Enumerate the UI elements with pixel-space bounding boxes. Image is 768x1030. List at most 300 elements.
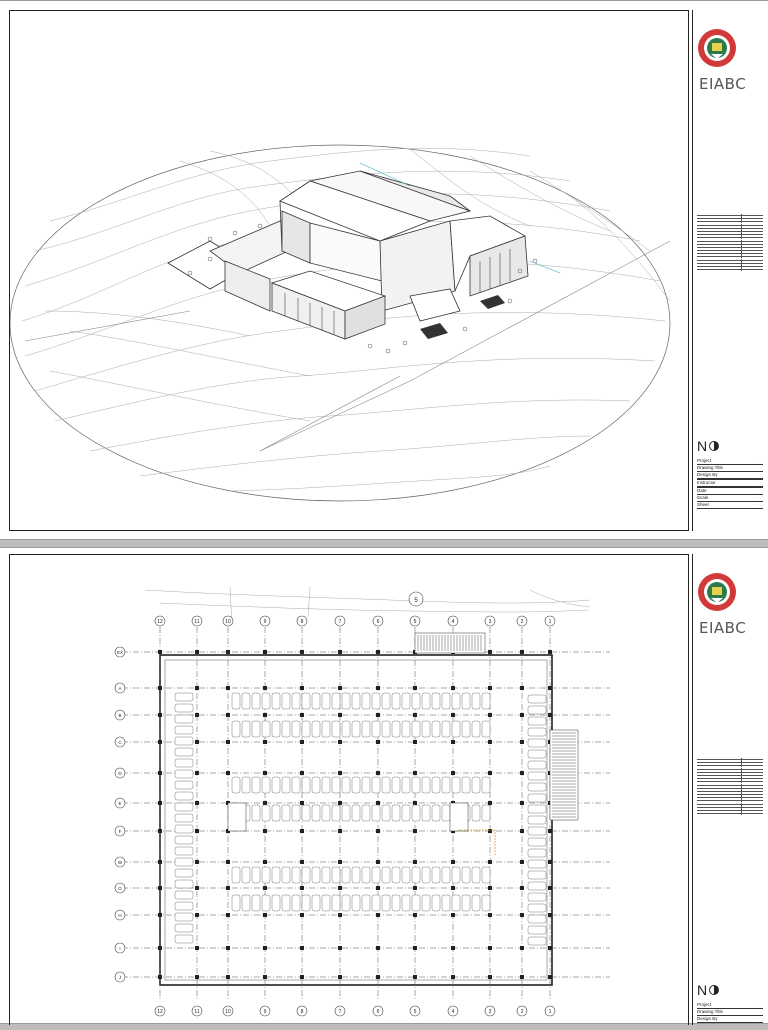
parking-stall [412, 867, 420, 883]
structural-column [263, 686, 267, 690]
parking-stall [175, 726, 193, 734]
parking-stall [482, 867, 490, 883]
parking-stall [322, 721, 330, 737]
parking-stall [528, 816, 546, 824]
brand-name: EIABC [699, 75, 747, 93]
parking-stall [312, 805, 320, 821]
parking-stall [452, 693, 460, 709]
parking-stall [302, 867, 310, 883]
parking-stall [175, 913, 193, 921]
parking-stall [392, 805, 400, 821]
grid-column-label: 6 [376, 1009, 380, 1015]
parking-stall [175, 935, 193, 943]
grid-column-label: 8 [300, 619, 304, 625]
parking-stall [262, 895, 270, 911]
parking-stall [175, 759, 193, 767]
parking-stall [442, 721, 450, 737]
structural-column [376, 650, 380, 654]
structural-column [376, 975, 380, 979]
parking-stall [402, 721, 410, 737]
parking-stall [372, 867, 380, 883]
parking-stall [332, 721, 340, 737]
drawing-info [697, 1002, 763, 1023]
parking-stall [442, 867, 450, 883]
structural-column [451, 713, 455, 717]
parking-stall [332, 867, 340, 883]
structural-column [226, 686, 230, 690]
parking-stall [292, 693, 300, 709]
structural-column [158, 771, 162, 775]
parking-stall [232, 895, 240, 911]
parking-stall [462, 721, 470, 737]
parking-stall [432, 895, 440, 911]
structural-column [520, 829, 524, 833]
structural-column [520, 686, 524, 690]
parking-stall [472, 867, 480, 883]
parking-stall [528, 926, 546, 934]
parking-stall [232, 777, 240, 793]
parking-stall [528, 860, 546, 868]
parking-stall [272, 693, 280, 709]
structural-column [413, 975, 417, 979]
structural-column [376, 686, 380, 690]
parking-stall [352, 777, 360, 793]
parking-stall [322, 867, 330, 883]
grid-column-label: 7 [338, 1009, 342, 1015]
parking-stall [302, 693, 310, 709]
structural-column [413, 829, 417, 833]
parking-stall [472, 721, 480, 737]
structural-column [451, 860, 455, 864]
parking-stall [332, 693, 340, 709]
structural-column [548, 913, 552, 917]
parking-stall [422, 895, 430, 911]
parking-stall [262, 805, 270, 821]
structural-column [263, 771, 267, 775]
parking-stall [272, 805, 280, 821]
logo [697, 28, 767, 93]
parking-stall [175, 869, 193, 877]
structural-column [548, 860, 552, 864]
grid-row-label: H [118, 913, 122, 918]
parking-stall [342, 895, 350, 911]
parking-stall [528, 794, 546, 802]
structural-column [520, 650, 524, 654]
entry-stair [420, 323, 448, 339]
parking-stall [342, 721, 350, 737]
parking-stall [482, 805, 490, 821]
parking-stall [382, 895, 390, 911]
parking-stall [392, 777, 400, 793]
parking-stall [528, 827, 546, 835]
parking-stall [528, 904, 546, 912]
parking-stall [422, 721, 430, 737]
structural-column [338, 801, 342, 805]
grid-column-label: 1 [548, 619, 552, 625]
parking-stall [528, 882, 546, 890]
structural-column [263, 740, 267, 744]
structural-column [451, 686, 455, 690]
grid-column-label: 2 [520, 619, 524, 625]
parking-stall [302, 777, 310, 793]
structural-column [226, 740, 230, 744]
parking-stall [175, 858, 193, 866]
parking-stall [412, 693, 420, 709]
structural-column [226, 913, 230, 917]
parking-stall [302, 721, 310, 737]
structural-column [263, 913, 267, 917]
parking-stall [362, 693, 370, 709]
structural-column [195, 801, 199, 805]
parking-stall [372, 777, 380, 793]
structural-column [548, 713, 552, 717]
parking-stall [452, 895, 460, 911]
structural-column [300, 913, 304, 917]
structural-column [488, 801, 492, 805]
structural-column [300, 771, 304, 775]
parking-stall [432, 805, 440, 821]
revision-table [697, 215, 763, 272]
parking-stall [282, 805, 290, 821]
parking-stall [252, 721, 260, 737]
structural-column [195, 650, 199, 654]
structural-column [451, 946, 455, 950]
structural-column [195, 913, 199, 917]
site-perspective-drawing [10, 11, 688, 530]
structural-column [195, 740, 199, 744]
structural-column [376, 713, 380, 717]
sheet-2-parking-plan [0, 547, 768, 1024]
structural-column [300, 886, 304, 890]
structural-column [488, 686, 492, 690]
parking-stall [362, 777, 370, 793]
parking-stall [528, 849, 546, 857]
parking-stall [528, 717, 546, 725]
logo [697, 572, 767, 637]
parking-stall [175, 704, 193, 712]
side-stair [480, 295, 505, 309]
parking-stall [175, 847, 193, 855]
structural-column [158, 650, 162, 654]
parking-stall [352, 805, 360, 821]
parking-stall [462, 777, 470, 793]
parking-stall [412, 805, 420, 821]
parking-stall [452, 721, 460, 737]
parking-stall [252, 805, 260, 821]
parking-stall [528, 915, 546, 923]
structural-column [520, 860, 524, 864]
parking-stall [175, 814, 193, 822]
structural-column [158, 829, 162, 833]
structural-column [195, 975, 199, 979]
structural-column [376, 829, 380, 833]
structural-column [226, 975, 230, 979]
parking-stall [175, 880, 193, 888]
parking-stall [392, 895, 400, 911]
structural-column [158, 975, 162, 979]
grid-row-label: D [118, 771, 122, 776]
parking-stall [528, 937, 546, 945]
parking-stall [432, 693, 440, 709]
parking-stall [262, 721, 270, 737]
structural-column [488, 913, 492, 917]
structural-column [158, 946, 162, 950]
parking-stall [282, 777, 290, 793]
structural-column [158, 713, 162, 717]
parking-stall [432, 721, 440, 737]
parking-stall [352, 867, 360, 883]
structural-column [548, 686, 552, 690]
structural-column [520, 946, 524, 950]
parking-stall [412, 721, 420, 737]
eiabc-seal-icon [697, 28, 737, 68]
structural-column [520, 975, 524, 979]
structural-column [520, 886, 524, 890]
structural-column [338, 913, 342, 917]
parking-stall [402, 693, 410, 709]
structural-column [263, 829, 267, 833]
parking-stall [342, 693, 350, 709]
parking-stall [342, 777, 350, 793]
structural-column [195, 713, 199, 717]
parking-stall [402, 805, 410, 821]
parking-stall [372, 721, 380, 737]
north-arrow [697, 438, 719, 454]
info-row: Instructor ····· [697, 480, 763, 485]
parking-stall [442, 895, 450, 911]
parking-stall [372, 895, 380, 911]
structural-column [338, 686, 342, 690]
parking-stall [175, 902, 193, 910]
parking-stall [392, 721, 400, 737]
grid-row-label: F [118, 829, 122, 834]
parking-stall [372, 693, 380, 709]
site-edge-line [530, 261, 560, 273]
structural-column [451, 913, 455, 917]
parking-stall [528, 706, 546, 714]
grid-column-label: 12 [157, 1009, 163, 1015]
parking-stall [175, 803, 193, 811]
structural-column [195, 946, 199, 950]
parking-stall [382, 867, 390, 883]
parking-stall [175, 781, 193, 789]
grid-row-label: J [118, 975, 122, 980]
parking-stall [292, 867, 300, 883]
parking-stall [175, 770, 193, 778]
parking-floor-plan [10, 555, 688, 1025]
structural-column [376, 886, 380, 890]
structural-column [263, 860, 267, 864]
info-row: Design By ····· [697, 472, 763, 477]
parking-stall [528, 893, 546, 901]
parking-stall [528, 783, 546, 791]
structural-column [300, 829, 304, 833]
structural-column [263, 713, 267, 717]
parking-stall [332, 777, 340, 793]
grid-column-label: 8 [300, 1009, 304, 1015]
structural-column [413, 860, 417, 864]
parking-stall [292, 777, 300, 793]
structural-column [226, 713, 230, 717]
parking-stall [175, 792, 193, 800]
grid-row-label: EX [116, 650, 124, 655]
grid-row-label: I [119, 946, 121, 951]
structural-column [158, 801, 162, 805]
structural-column [488, 886, 492, 890]
top-grid-label: 5 [414, 598, 418, 604]
structural-column [158, 686, 162, 690]
structural-column [338, 975, 342, 979]
parking-stall [528, 772, 546, 780]
structural-column [548, 975, 552, 979]
parking-stall [242, 721, 250, 737]
parking-stall [292, 895, 300, 911]
parking-stall [402, 895, 410, 911]
parking-stall [322, 693, 330, 709]
revision-table [697, 759, 763, 816]
parking-stall [312, 895, 320, 911]
parking-stall [482, 895, 490, 911]
grid-column-label: 11 [194, 1009, 200, 1015]
parking-stall [242, 867, 250, 883]
structural-column [338, 650, 342, 654]
info-row: Design By ····· [697, 1016, 763, 1021]
parking-stall [372, 805, 380, 821]
structural-column [488, 829, 492, 833]
structural-column [226, 886, 230, 890]
grid-column-label: 4 [451, 1009, 455, 1015]
parking-stall [362, 805, 370, 821]
structural-column [413, 713, 417, 717]
info-row: Drawing Title ····· [697, 1009, 763, 1014]
parking-stall [472, 693, 480, 709]
structural-column [488, 975, 492, 979]
parking-stall [232, 693, 240, 709]
parking-stall [412, 895, 420, 911]
parking-stall [442, 805, 450, 821]
grid-column-label: 1 [548, 1009, 552, 1015]
structural-column [376, 946, 380, 950]
info-row: Sheet ····· [697, 502, 763, 507]
parking-stall [292, 805, 300, 821]
structural-column [338, 713, 342, 717]
grid-column-label: 9 [263, 1009, 267, 1015]
parking-stall [175, 836, 193, 844]
structural-column [548, 650, 552, 654]
parking-stall [352, 693, 360, 709]
grid-column-label: 10 [225, 1009, 231, 1015]
structural-column [376, 860, 380, 864]
structural-column [488, 860, 492, 864]
info-row: Project ····· [697, 1002, 763, 1007]
parking-stall [302, 895, 310, 911]
structural-column [226, 860, 230, 864]
parking-stall [528, 805, 546, 813]
structural-column [300, 713, 304, 717]
parking-stall [242, 895, 250, 911]
parking-stall [472, 777, 480, 793]
parking-stall [402, 777, 410, 793]
structural-column [338, 886, 342, 890]
parking-stall [342, 805, 350, 821]
structural-column [413, 946, 417, 950]
north-label: N [697, 438, 708, 454]
eiabc-seal-icon [697, 572, 737, 612]
structural-column [376, 771, 380, 775]
parking-stall [175, 825, 193, 833]
structural-column [158, 886, 162, 890]
structural-column [451, 975, 455, 979]
structural-column [300, 946, 304, 950]
grid-row-label: B [118, 713, 122, 718]
drawing-frame [9, 10, 689, 531]
parking-stall [362, 867, 370, 883]
structural-column [520, 740, 524, 744]
parking-stall [482, 777, 490, 793]
parking-stall [402, 867, 410, 883]
structural-column [376, 740, 380, 744]
parking-stall [352, 895, 360, 911]
grid-column-label: 6 [376, 619, 380, 625]
parking-stall [528, 761, 546, 769]
grid-row-label: W [117, 860, 123, 865]
parking-stall [175, 715, 193, 723]
grid-row-label: E [118, 801, 122, 806]
parking-stall [472, 895, 480, 911]
parking-stall [528, 838, 546, 846]
parking-stall [272, 895, 280, 911]
parking-stall [262, 777, 270, 793]
parking-stall [252, 693, 260, 709]
structural-column [195, 829, 199, 833]
parking-stall [432, 777, 440, 793]
structural-column [226, 771, 230, 775]
parking-stall [175, 924, 193, 932]
structural-column [338, 771, 342, 775]
structural-column [263, 650, 267, 654]
parking-stall [322, 805, 330, 821]
parking-stall [392, 693, 400, 709]
grid-row-label: C [118, 740, 122, 745]
parking-stall [322, 895, 330, 911]
structural-column [263, 946, 267, 950]
parking-stall [382, 721, 390, 737]
title-block [692, 554, 763, 1025]
parking-stall [282, 721, 290, 737]
parking-stall [262, 693, 270, 709]
grid-column-label: 3 [488, 619, 492, 625]
structural-column [520, 801, 524, 805]
structural-column [300, 686, 304, 690]
title-block [692, 10, 763, 531]
parking-stall [412, 777, 420, 793]
parking-stall [272, 721, 280, 737]
parking-stall [175, 693, 193, 701]
parking-stall [422, 777, 430, 793]
parking-stall [252, 895, 260, 911]
parking-stall [482, 721, 490, 737]
parking-stall [252, 777, 260, 793]
grid-row-label: A [118, 686, 122, 691]
structural-column [158, 740, 162, 744]
parking-stall [482, 693, 490, 709]
north-label: N [697, 982, 708, 998]
parking-stall [422, 867, 430, 883]
structural-column [413, 686, 417, 690]
parking-stall [528, 750, 546, 758]
info-row: Scale ····· [697, 495, 763, 500]
parking-stall [175, 891, 193, 899]
